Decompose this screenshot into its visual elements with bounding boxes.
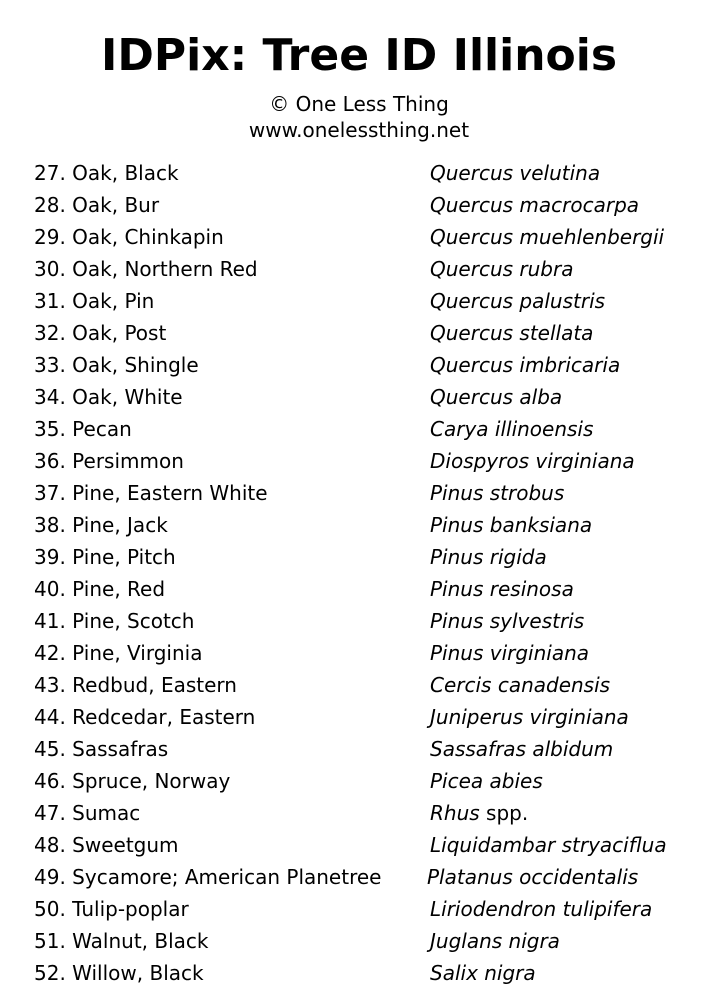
list-item bbox=[0, 349, 718, 381]
common-name: 29. Oak, Chinkapin bbox=[34, 225, 224, 249]
list-item bbox=[0, 637, 718, 669]
common-name: 48. Sweetgum bbox=[34, 833, 179, 857]
scientific-name: Pinus banksiana bbox=[430, 513, 593, 537]
common-name: 36. Persimmon bbox=[34, 449, 184, 473]
scientific-name: Cercis canadensis bbox=[430, 673, 611, 697]
list-item bbox=[0, 381, 718, 413]
common-name: 40. Pine, Red bbox=[34, 577, 166, 601]
copyright-credit: © One Less Thing bbox=[269, 92, 449, 116]
common-name: 37. Pine, Eastern White bbox=[34, 481, 268, 505]
scientific-name: Pinus virginiana bbox=[430, 641, 590, 665]
list-item bbox=[0, 861, 718, 893]
scientific-name: Diospyros virginiana bbox=[430, 449, 635, 473]
scientific-name: Liriodendron tulipifera bbox=[430, 897, 653, 921]
common-name: 47. Sumac bbox=[34, 801, 141, 825]
list-item bbox=[0, 477, 718, 509]
scientific-name: Liquidambar stryaciflua bbox=[430, 833, 667, 857]
common-name: 32. Oak, Post bbox=[34, 321, 167, 345]
scientific-name: Juniperus virginiana bbox=[430, 705, 629, 729]
scientific-name: Juglans nigra bbox=[430, 929, 560, 953]
scientific-name: Pinus strobus bbox=[430, 481, 565, 505]
list-item bbox=[0, 541, 718, 573]
list-item bbox=[0, 413, 718, 445]
species-list bbox=[0, 157, 718, 989]
list-item bbox=[0, 189, 718, 221]
scientific-name: Quercus rubra bbox=[430, 257, 574, 281]
common-name: 46. Spruce, Norway bbox=[34, 769, 231, 793]
scientific-name: Quercus macrocarpa bbox=[430, 193, 640, 217]
list-item bbox=[0, 317, 718, 349]
common-name: 31. Oak, Pin bbox=[34, 289, 155, 313]
common-name: 45. Sassafras bbox=[34, 737, 169, 761]
scientific-name: Quercus velutina bbox=[430, 161, 601, 185]
list-item bbox=[0, 893, 718, 925]
list-item bbox=[0, 701, 718, 733]
scientific-name: Platanus occidentalis bbox=[427, 865, 639, 889]
common-name: 51. Walnut, Black bbox=[34, 929, 209, 953]
list-item bbox=[0, 221, 718, 253]
common-name: 35. Pecan bbox=[34, 417, 132, 441]
page-title: IDPix: Tree ID Illinois bbox=[100, 30, 618, 81]
scientific-name: Pinus resinosa bbox=[430, 577, 574, 601]
website-url: www.onelessthing.net bbox=[248, 118, 470, 142]
scientific-name: Picea abies bbox=[430, 769, 543, 793]
list-item bbox=[0, 253, 718, 285]
scientific-suffix: spp. bbox=[486, 801, 529, 825]
scientific-name: Quercus alba bbox=[430, 385, 563, 409]
list-item bbox=[0, 669, 718, 701]
common-name: 52. Willow, Black bbox=[34, 961, 204, 985]
list-item bbox=[0, 573, 718, 605]
list-item bbox=[0, 285, 718, 317]
list-item bbox=[0, 925, 718, 957]
scientific-genus: Rhus bbox=[430, 801, 480, 825]
scientific-name: Quercus stellata bbox=[430, 321, 594, 345]
common-name: 38. Pine, Jack bbox=[34, 513, 168, 537]
common-name: 50. Tulip-poplar bbox=[34, 897, 189, 921]
scientific-name: Carya illinoensis bbox=[430, 417, 594, 441]
scientific-name: Pinus sylvestris bbox=[430, 609, 585, 633]
common-name: 39. Pine, Pitch bbox=[34, 545, 176, 569]
list-item bbox=[0, 957, 718, 989]
scientific-name: Quercus palustris bbox=[430, 289, 606, 313]
common-name: 34. Oak, White bbox=[34, 385, 183, 409]
common-name: 27. Oak, Black bbox=[34, 161, 179, 185]
list-item bbox=[0, 765, 718, 797]
list-item bbox=[0, 829, 718, 861]
common-name: 42. Pine, Virginia bbox=[34, 641, 203, 665]
scientific-name bbox=[430, 797, 528, 829]
list-item bbox=[0, 157, 718, 189]
common-name: 33. Oak, Shingle bbox=[34, 353, 199, 377]
scientific-name: Quercus imbricaria bbox=[430, 353, 621, 377]
common-name: 49. Sycamore; American Planetree bbox=[34, 865, 382, 889]
common-name: 28. Oak, Bur bbox=[34, 193, 160, 217]
scientific-name: Quercus muehlenbergii bbox=[430, 225, 665, 249]
scientific-name: Pinus rigida bbox=[430, 545, 547, 569]
list-item bbox=[0, 509, 718, 541]
list-item bbox=[0, 797, 718, 829]
list-item bbox=[0, 605, 718, 637]
scientific-name: Sassafras albidum bbox=[430, 737, 614, 761]
scientific-name: Salix nigra bbox=[430, 961, 536, 985]
list-item bbox=[0, 445, 718, 477]
common-name: 43. Redbud, Eastern bbox=[34, 673, 237, 697]
list-item bbox=[0, 733, 718, 765]
common-name: 30. Oak, Northern Red bbox=[34, 257, 258, 281]
common-name: 41. Pine, Scotch bbox=[34, 609, 195, 633]
common-name: 44. Redcedar, Eastern bbox=[34, 705, 256, 729]
